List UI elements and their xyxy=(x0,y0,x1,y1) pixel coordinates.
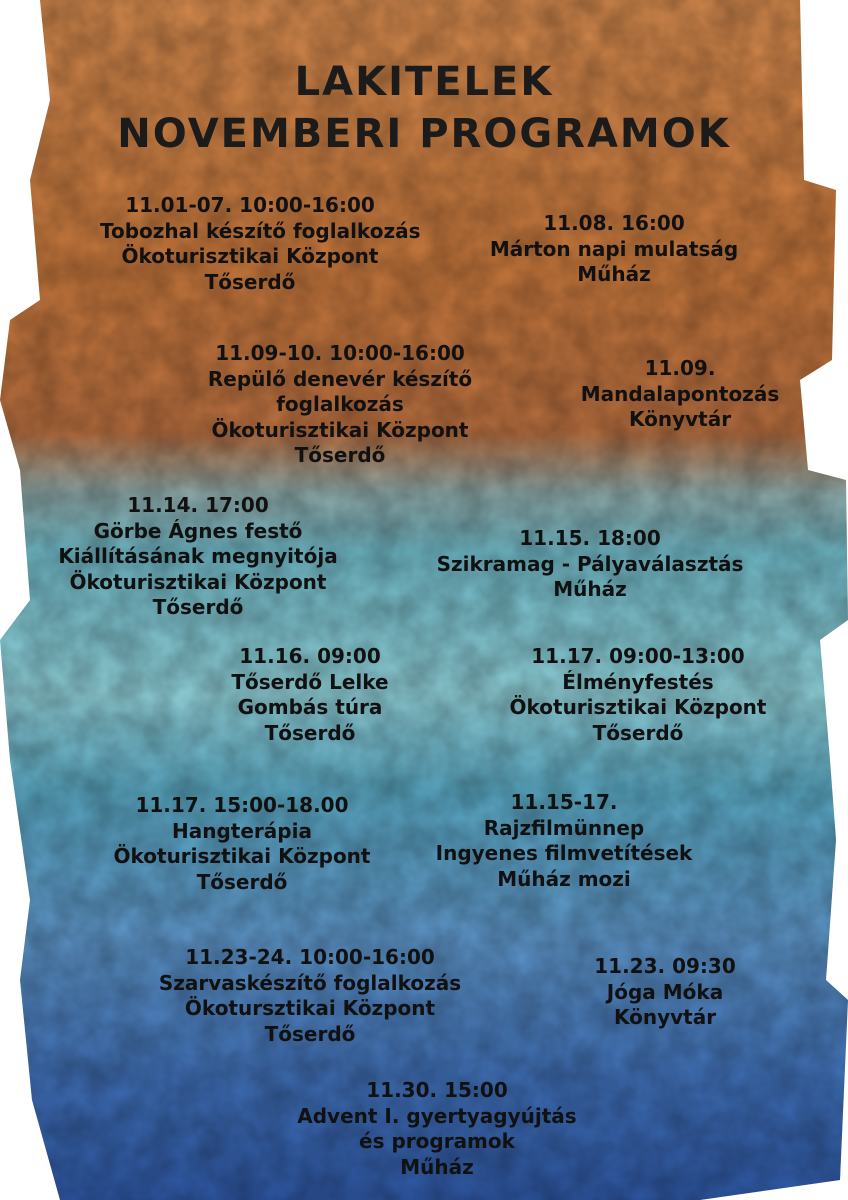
event-card xyxy=(190,341,490,469)
event-line: Ökoturisztikai Központ xyxy=(113,844,371,868)
event-line: Műház mozi xyxy=(497,866,631,891)
event-date: 11.01-07. 10:00-16:00 xyxy=(125,193,375,217)
event-date: 11.09-10. 10:00-16:00 xyxy=(215,341,465,365)
event-line: Mandalapontozás xyxy=(580,381,780,406)
event-line: Tőserdő xyxy=(152,595,244,619)
event-line: Műház xyxy=(400,1154,474,1179)
event-line: Tőserdő xyxy=(264,1021,356,1046)
event-line: Szarvaskészítő foglalkozás xyxy=(158,970,462,995)
event-line: Rajzfilmünnep xyxy=(483,815,645,840)
event-line: Szikramag - Pályaválasztás xyxy=(436,551,744,576)
event-line: és programok xyxy=(359,1129,515,1153)
event-line: Jóga Móka xyxy=(606,979,724,1004)
event-card xyxy=(282,1078,592,1180)
event-card xyxy=(488,644,788,746)
event-line: Gombás túra xyxy=(237,695,383,719)
event-date: 11.14. 17:00 xyxy=(127,493,269,517)
event-line: Tőserdő xyxy=(294,443,386,467)
event-date: 11.15. 18:00 xyxy=(519,526,661,550)
event-line: Tőserdő Lelke xyxy=(231,669,389,694)
event-card xyxy=(48,493,348,621)
event-card xyxy=(464,211,764,288)
event-date: 11.16. 09:00 xyxy=(239,644,381,668)
event-line: Advent I. gyertyagyújtás xyxy=(297,1103,577,1128)
event-date: 11.23. 09:30 xyxy=(594,954,736,978)
event-card xyxy=(414,790,714,892)
event-line: Műház xyxy=(577,262,651,286)
event-date: 11.09. xyxy=(644,356,716,380)
event-line: Tőserdő xyxy=(204,269,296,294)
event-date: 11.17. 09:00-13:00 xyxy=(531,644,745,668)
event-line: Ökoturisztikai Központ xyxy=(121,244,379,268)
event-line: Műház xyxy=(553,577,627,601)
event-line: Repülő denevér készítő xyxy=(207,366,473,391)
event-card xyxy=(150,945,470,1047)
event-card xyxy=(555,954,775,1031)
event-line: Ökotursztikai Központ xyxy=(184,996,436,1020)
event-date: 11.23-24. 10:00-16:00 xyxy=(185,945,435,969)
event-card xyxy=(92,793,392,895)
event-line: Ökoturisztikai Központ xyxy=(509,695,767,719)
event-card xyxy=(560,356,800,433)
event-line: Tőserdő xyxy=(592,720,684,745)
event-line: Ökoturisztikai Központ xyxy=(69,569,327,594)
event-line: Márton napi mulatság xyxy=(489,236,739,261)
event-date: 11.08. 16:00 xyxy=(543,211,685,235)
event-date: 11.15-17. xyxy=(510,790,618,814)
event-line: Élményfestés xyxy=(562,669,714,694)
event-line: foglalkozás xyxy=(276,392,404,416)
event-line: Könyvtár xyxy=(628,407,732,431)
event-line: Ingyenes filmvetítések xyxy=(435,841,693,865)
event-line: Tőserdő xyxy=(196,869,288,894)
title-line-1: LAKITELEK xyxy=(294,59,554,105)
event-line: Tőserdő xyxy=(264,720,356,745)
event-line: Hangterápia xyxy=(172,818,312,843)
event-card xyxy=(430,526,750,603)
event-card xyxy=(100,193,421,295)
title-line-2: NOVEMBERI PROGRAMOK xyxy=(117,111,731,157)
event-card xyxy=(190,644,430,746)
event-date: 11.17. 15:00-18.00 xyxy=(135,793,349,817)
event-line: Görbe Ágnes festő xyxy=(93,518,303,543)
event-line: Tobozhal készítő foglalkozás xyxy=(100,218,421,243)
event-line: Kiállításának megnyitója xyxy=(58,544,338,568)
event-line: Könyvtár xyxy=(613,1005,717,1029)
event-date: 11.30. 15:00 xyxy=(366,1078,508,1102)
event-line: Ökoturisztikai Központ xyxy=(211,417,469,442)
